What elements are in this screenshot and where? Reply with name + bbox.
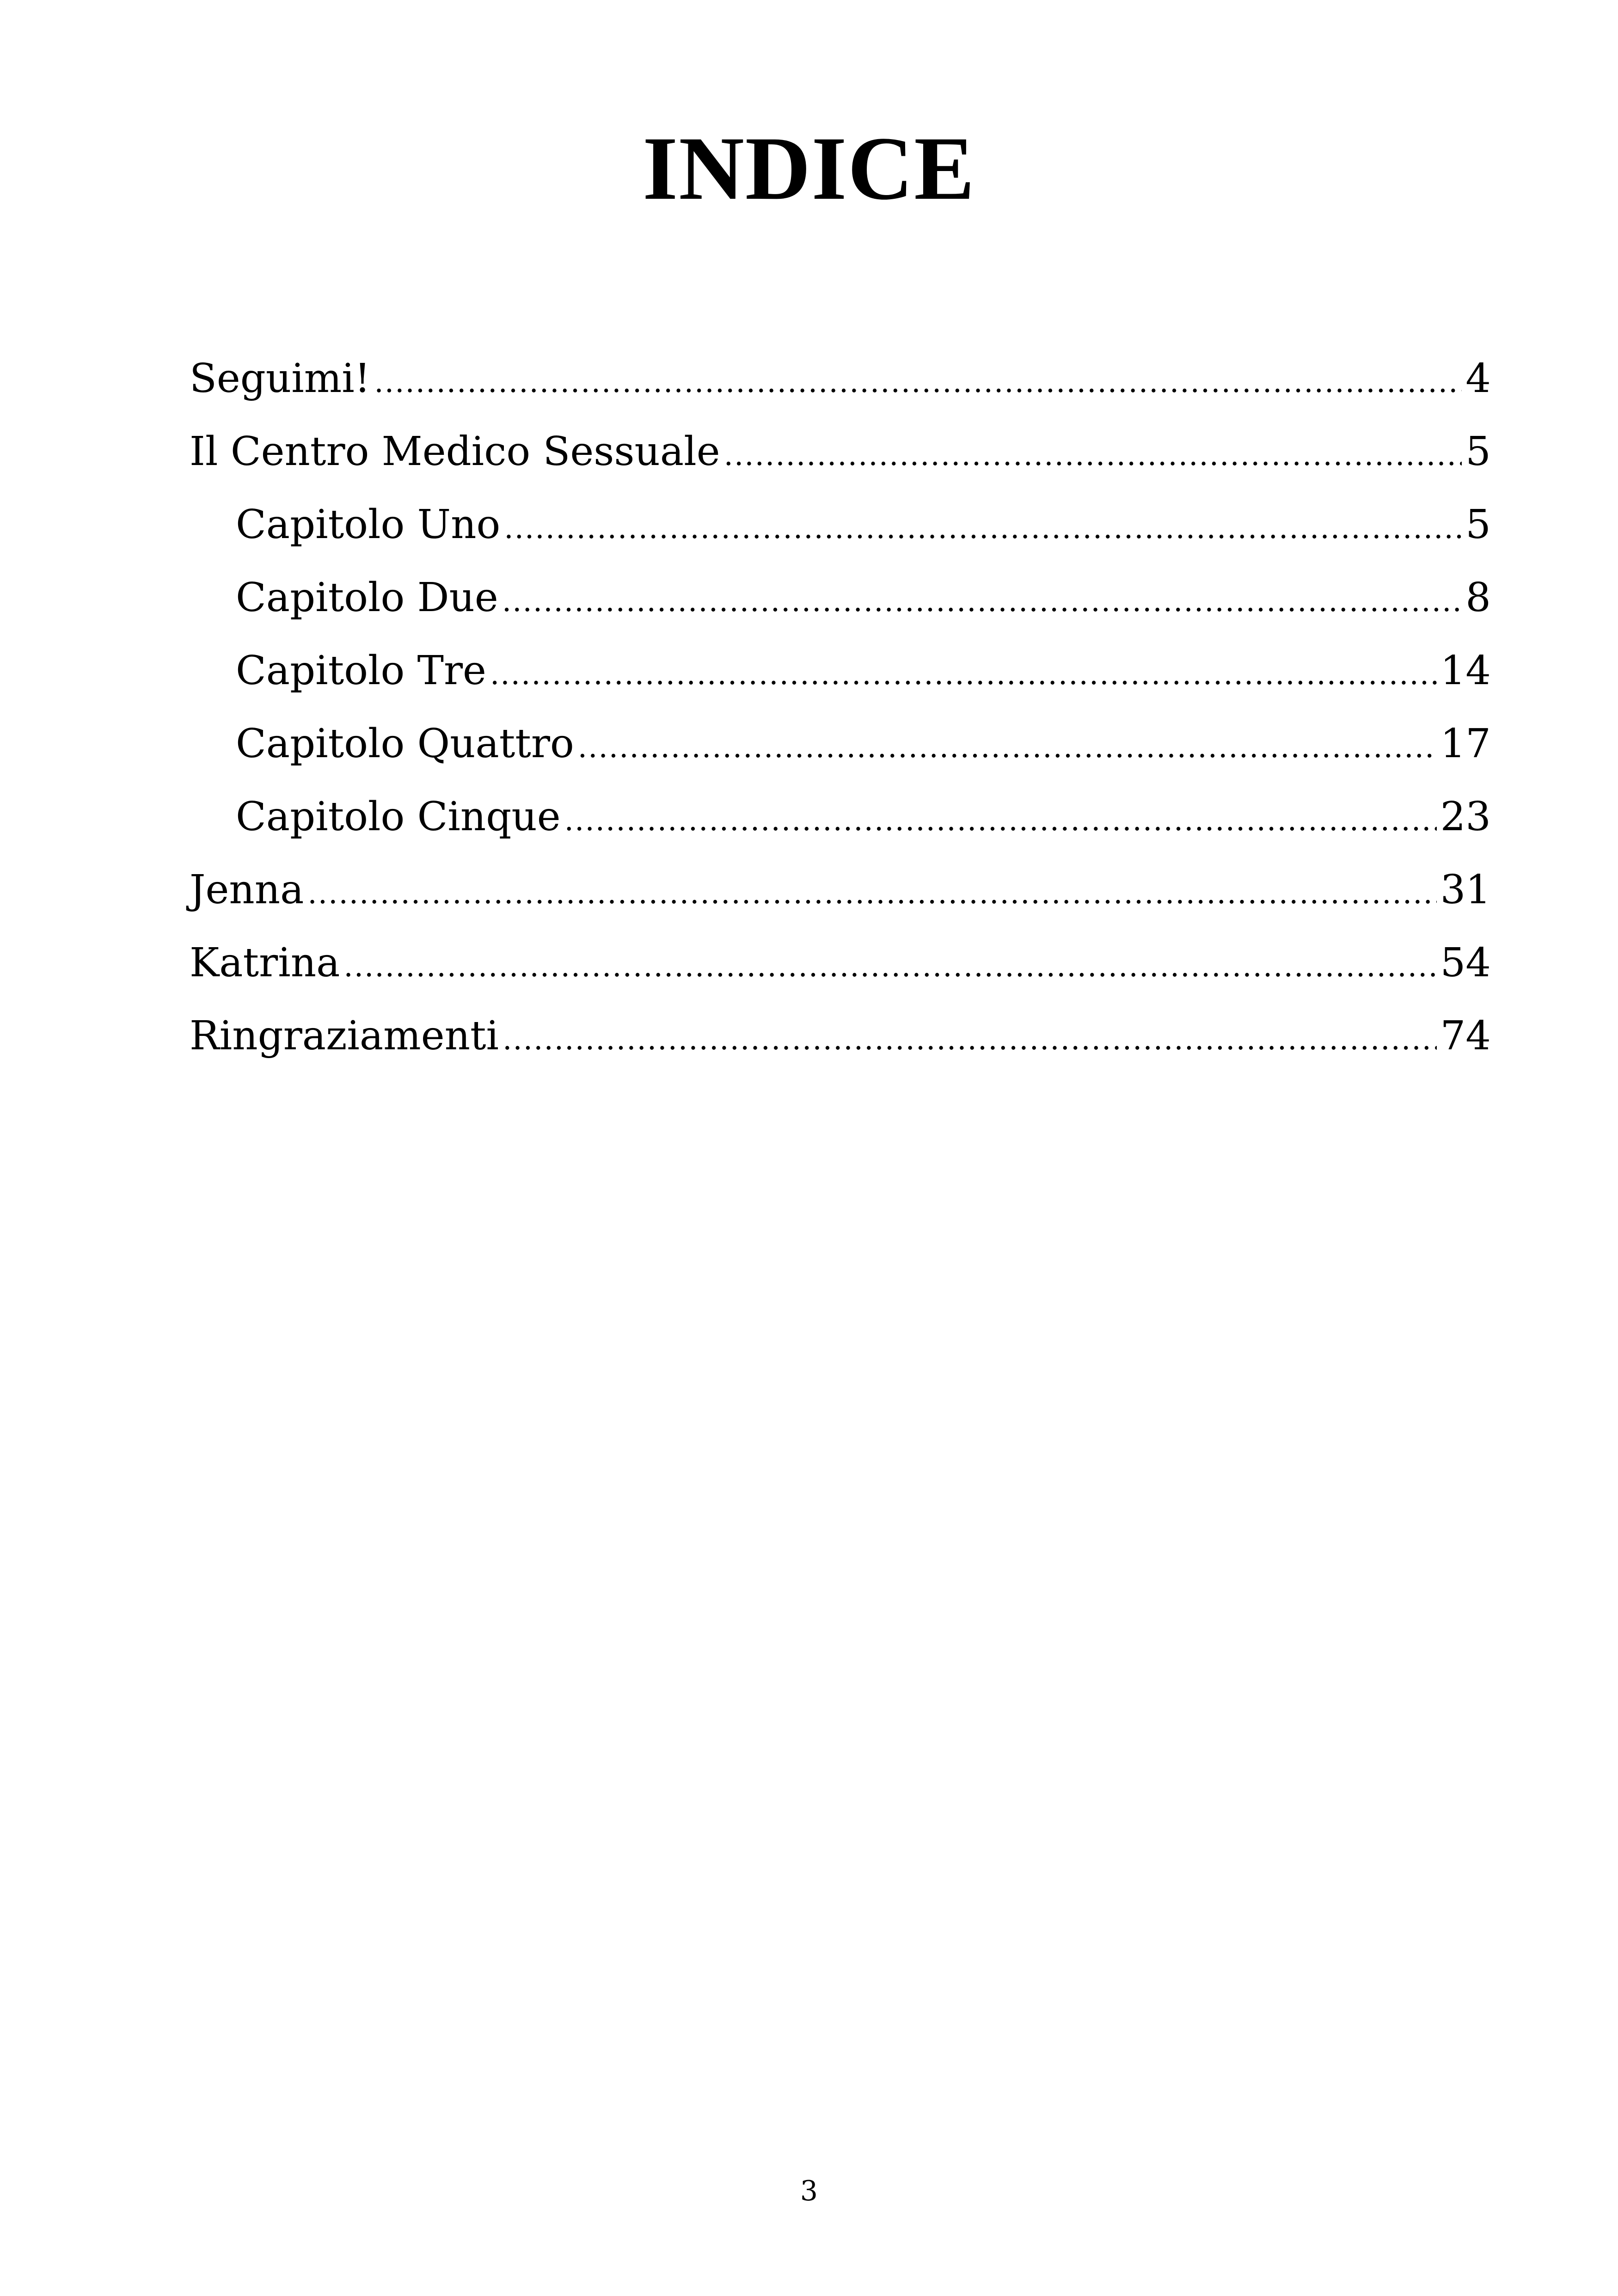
toc-entry-label: Jenna (190, 867, 304, 913)
page-number: 3 (800, 2175, 818, 2207)
toc-dot-leader (503, 1003, 1437, 1076)
toc-dot-leader (578, 711, 1437, 784)
toc-entry-label: Il Centro Medico Sessuale (190, 429, 720, 475)
toc-dot-leader (502, 565, 1462, 638)
toc-entry-label: Capitolo Cinque (236, 794, 561, 840)
toc-entry-label: Ringraziamenti (190, 1013, 499, 1059)
toc-entry-capitolo-due (190, 561, 1491, 634)
page-title: INDICE (643, 118, 975, 219)
toc-entry-label: Katrina (190, 940, 340, 986)
toc-entry-seguimi (190, 342, 1491, 415)
toc-entry-katrina (190, 926, 1491, 999)
toc-entry-capitolo-uno (190, 488, 1491, 561)
toc-dot-leader (724, 419, 1462, 492)
toc-entry-label: Seguimi! (190, 355, 371, 402)
toc-entry-page: 14 (1440, 648, 1491, 694)
toc-entry-page: 74 (1440, 1013, 1491, 1059)
toc-entry-page: 5 (1465, 502, 1491, 548)
toc-dot-leader (504, 492, 1462, 565)
toc-entry-label: Capitolo Due (236, 575, 498, 621)
toc-entry-label: Capitolo Tre (236, 648, 486, 694)
toc-entry-capitolo-cinque (190, 780, 1491, 853)
toc-entry-page: 54 (1440, 940, 1491, 986)
toc-entry-page: 17 (1440, 721, 1491, 767)
toc-entry-capitolo-tre (190, 634, 1491, 707)
toc-dot-leader (343, 930, 1436, 1003)
toc-entry-ringraziamenti (190, 999, 1491, 1072)
toc-entry-label: Capitolo Quattro (236, 721, 574, 767)
toc-entry-page: 31 (1440, 867, 1491, 913)
toc-entry-page: 4 (1465, 355, 1491, 402)
toc-entry-page: 8 (1465, 575, 1491, 621)
toc-dot-leader (490, 638, 1437, 711)
toc-dot-leader (374, 346, 1462, 419)
toc-entry-jenna (190, 853, 1491, 926)
toc-dot-leader (307, 857, 1436, 930)
toc-entry-page: 23 (1440, 794, 1491, 840)
toc-entry-label: Capitolo Uno (236, 502, 501, 548)
toc-entry-page: 5 (1465, 429, 1491, 475)
toc-entry-centro-medico (190, 415, 1491, 488)
toc-dot-leader (564, 784, 1437, 857)
toc-entry-capitolo-quattro (190, 707, 1491, 780)
table-of-contents (190, 342, 1491, 1072)
